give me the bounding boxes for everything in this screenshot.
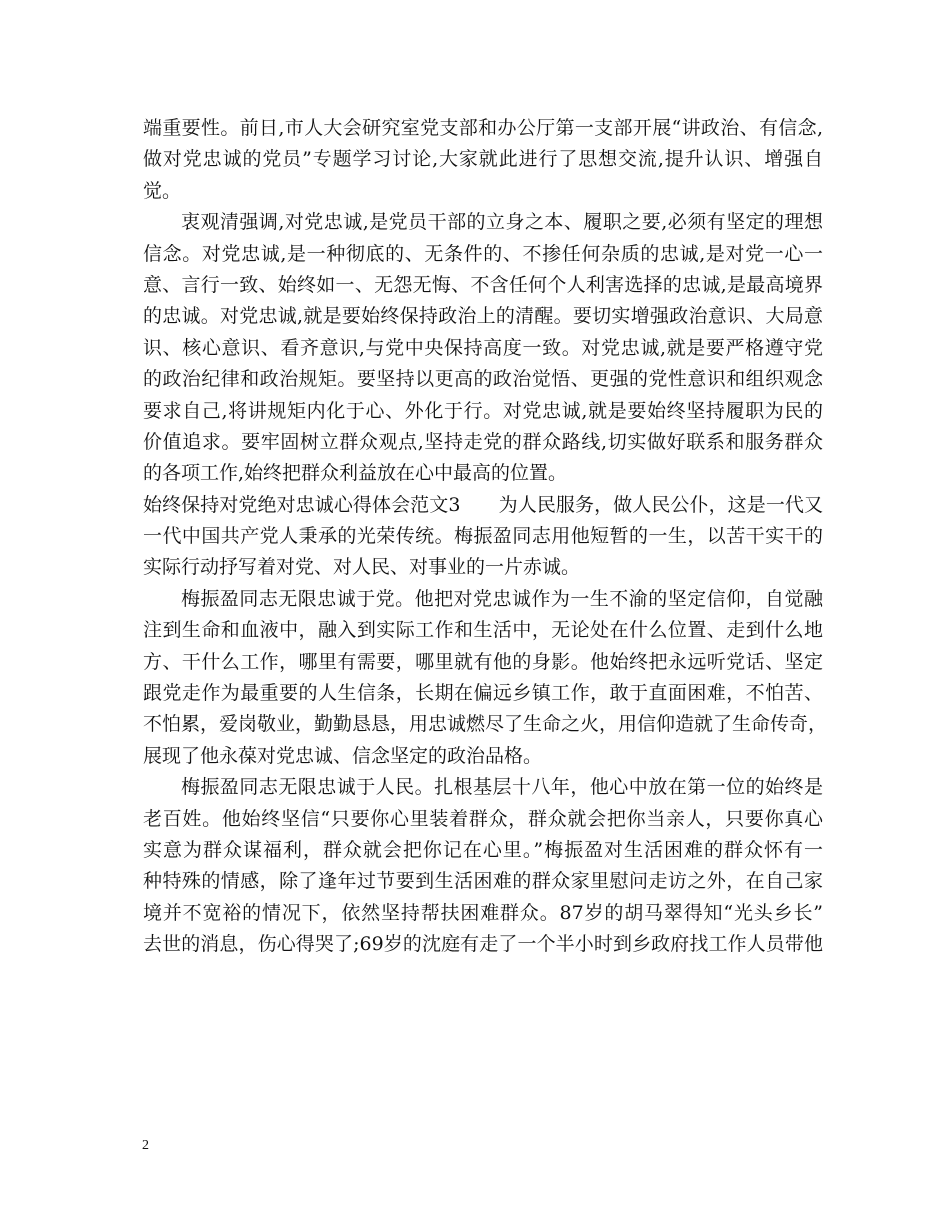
text-line: 实际行动抒写着对党、对人民、对事业的一片赤诚。 [143,556,581,579]
page-number: 2 [142,1138,149,1153]
text-line: 的各项工作,始终把群众利益放在心中最高的位置。 [143,462,568,485]
text-line: 价值追求。要牢固树立群众观点,坚持走党的群众路线,切实做好联系和服务群众 [143,430,823,453]
text-line: 实意为群众谋福利，群众就会把你记在心里。”梅振盈对生活困难的群众怀有一 [143,838,823,861]
text-line: 端重要性。前日,市人大会研究室党支部和办公厅第一支部开展“讲政治、有信念, [143,117,823,139]
text-line: 跟党走作为最重要的人生信条，长期在偏远乡镇工作，敢于直面困难，不怕苦、 [143,682,823,705]
text-line: 去世的消息，伤心得哭了;69岁的沈庭有走了一个半小时到乡政府找工作人员带他 [143,933,823,956]
text-line: 方、干什么工作，哪里有需要，哪里就有他的身影。他始终把永远听党话、坚定 [143,650,823,673]
text-line: 老百姓。他始终坚信“只要你心里装着群众，群众就会把你当亲人，只要你真心 [143,807,823,830]
text-line: 要求自己,将讲规矩内化于心、外化于行。对党忠诚,就是要始终坚持履职为民的 [143,399,823,422]
text-line: 种特殊的情感，除了逢年过节要到生活困难的群众家里慰问走访之外，在自己家 [143,870,823,893]
body-text [143,113,828,961]
text-line: 做对党忠诚的党员”专题学习讨论,大家就此进行了思想交流,提升认识、增强自 [143,148,823,171]
text-line: 展现了他永葆对党忠诚、信念坚定的政治品格。 [143,744,543,767]
text-line: 注到生命和血液中，融入到实际工作和生活中，无论处在什么位置、走到什么地 [143,619,823,642]
text-line: 一代中国共产党人秉承的光荣传统。梅振盈同志用他短暂的一生，以苦干实干的 [143,525,823,548]
text-line: 的政治纪律和政治规矩。要坚持以更高的政治觉悟、更强的党性意识和组织观念 [143,368,823,391]
text-line: 不怕累，爱岗敬业，勤勤恳恳，用忠诚燃尽了生命之火，用信仰造就了生命传奇， [143,713,828,736]
text-line: 意、言行一致、始终如一、无怨无悔、不含任何个人利害选择的忠诚,是最高境界 [143,273,823,296]
text-line: 衷观清强调,对党忠诚,是党员干部的立身之本、履职之要,必须有坚定的理想 [181,211,823,234]
text-line: 识、核心意识、看齐意识,与党中央保持高度一致。对党忠诚,就是要严格遵守党 [143,336,823,359]
text-line: 境并不宽裕的情况下，依然坚持帮扶困难群众。87岁的胡马翠得知“光头乡长” [143,901,823,924]
text-line: 梅振盈同志无限忠诚于党。他把对党忠诚作为一生不渝的坚定信仰，自觉融 [181,587,823,610]
text-line: 觉。 [143,179,182,202]
text-line: 的忠诚。对党忠诚,就是要始终保持政治上的清醒。要切实增强政治意识、大局意 [143,305,823,328]
section-heading-line: 始终保持对党绝对忠诚心得体会范文3 为人民服务，做人民公仆，这是一代又 [143,493,823,516]
text-line: 信念。对党忠诚,是一种彻底的、无条件的、不掺任何杂质的忠诚,是对党一心一 [143,242,823,265]
text-line: 梅振盈同志无限忠诚于人民。扎根基层十八年，他心中放在第一位的始终是 [181,776,823,799]
